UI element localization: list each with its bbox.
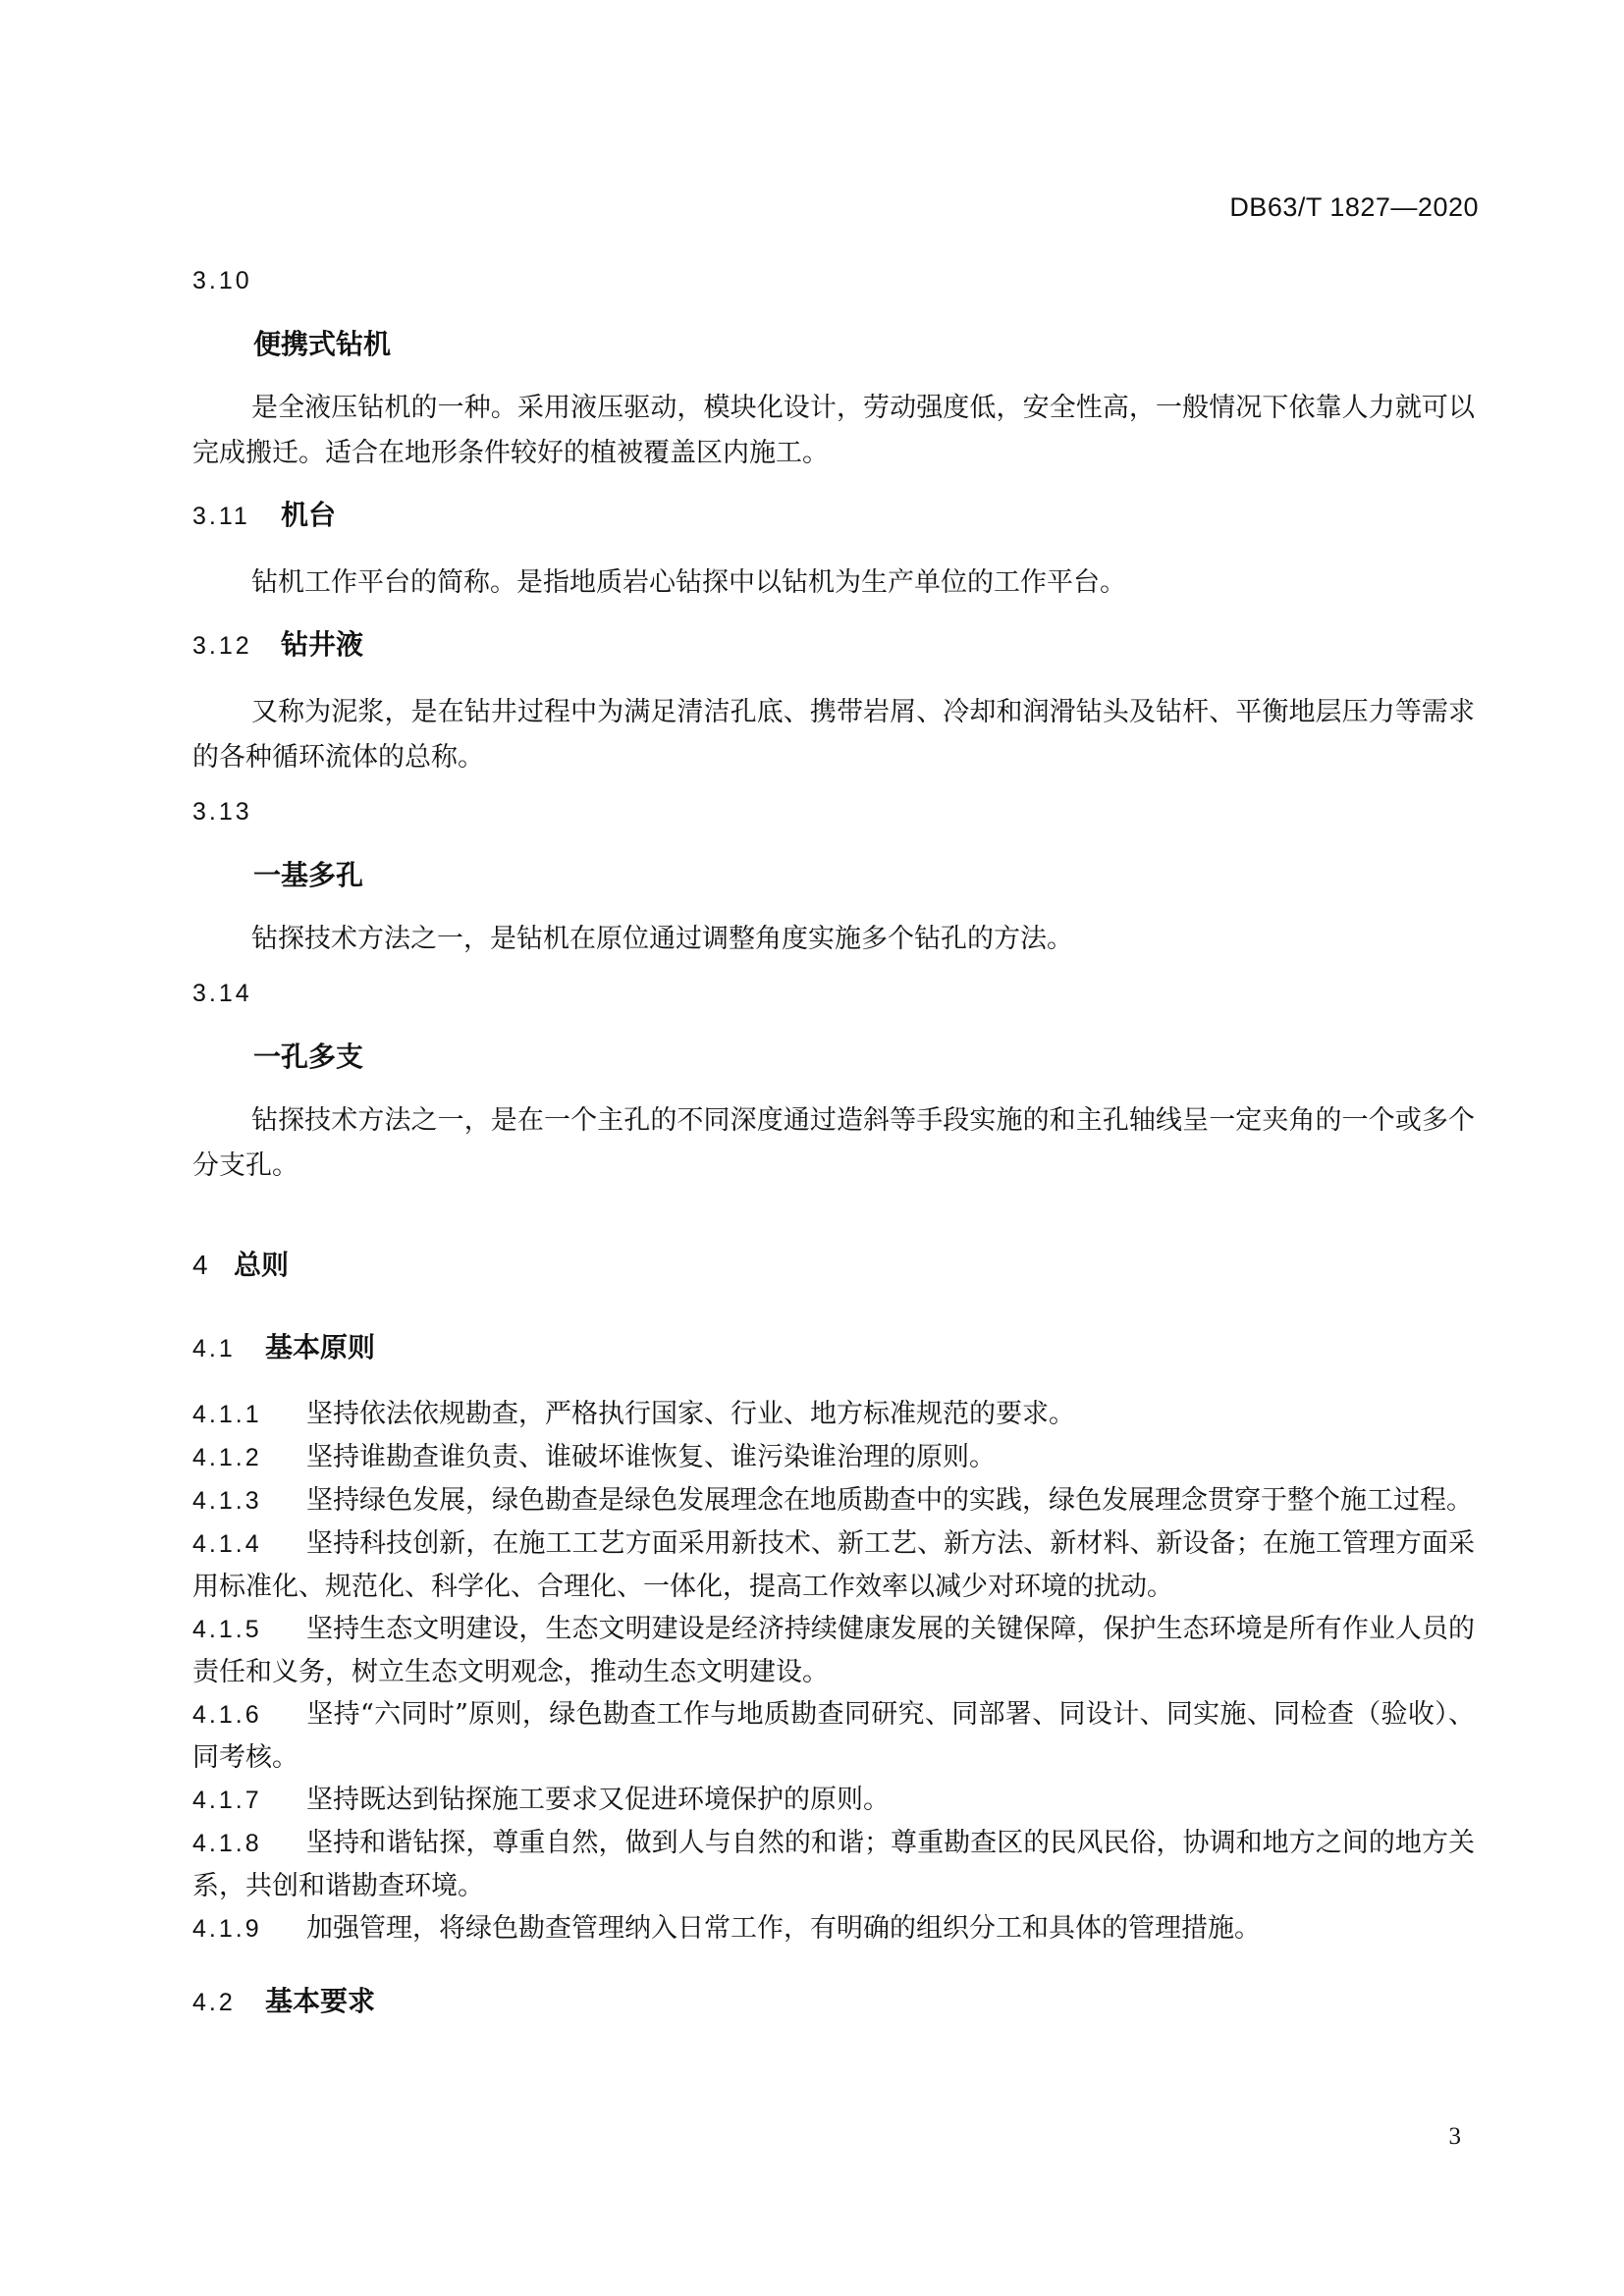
term-definition: 钻探技术方法之一，是在一个主孔的不同深度通过造斜等手段实施的和主孔轴线呈一定夹角的一个或多个分支孔。 bbox=[192, 1105, 1475, 1181]
section-heading bbox=[192, 1326, 1475, 1365]
section-title: 基本要求 bbox=[265, 1985, 376, 2017]
term-definition: 是全液压钻机的一种。采用液压驱动，模块化设计，劳动强度低，安全性高，一般情况下依靠人力就可以完成搬迁。适合在地形条件较好的植被覆盖区内施工。 bbox=[192, 393, 1475, 468]
term-heading bbox=[192, 494, 1475, 533]
clause-number: 4.1.5 bbox=[192, 1616, 262, 1643]
clause-number: 4.1.7 bbox=[192, 1787, 262, 1814]
clause-number: 4.1.2 bbox=[192, 1444, 262, 1471]
clause-text: 坚持生态文明建设，生态文明建设是经济持续健康发展的关键保障，保护生态环境是所有作业人员的责任和义务，树立生态文明观念，推动生态文明建设。 bbox=[192, 1614, 1475, 1687]
page-content bbox=[192, 263, 1475, 2047]
clause-number: 4.1.9 bbox=[192, 1915, 262, 1943]
clause-number: 4.1.8 bbox=[192, 1830, 262, 1857]
term-number: 3.12 bbox=[192, 632, 252, 660]
clause-number: 4.1.3 bbox=[192, 1487, 262, 1515]
clause bbox=[192, 1608, 1475, 1693]
term-definition: 钻机工作平台的简称。是指地质岩心钻探中以钻机为生产单位的工作平台。 bbox=[251, 567, 1126, 598]
clause-text: 坚持科技创新，在施工工艺方面采用新技术、新工艺、新方法、新材料、新设备；在施工管理方面采用标准化、规范化、科学化、合理化、一体化，提高工作效率以减少对环境的扰动。 bbox=[192, 1528, 1475, 1602]
clause-text: 坚持“六同时”原则，绿色勘查工作与地质勘查同研究、同部署、同设计、同实施、同检查（验收）、同考核。 bbox=[192, 1699, 1475, 1773]
section-number: 4.2 bbox=[192, 1989, 236, 2016]
clause-number: 4.1.1 bbox=[192, 1401, 262, 1428]
clause bbox=[192, 1822, 1475, 1907]
term-title: 钻井液 bbox=[281, 628, 364, 661]
term-title: 机台 bbox=[281, 499, 337, 531]
clause bbox=[192, 1779, 1475, 1822]
section-number: 4.1 bbox=[192, 1335, 236, 1362]
section-heading bbox=[192, 1980, 1475, 2019]
clause bbox=[192, 1907, 1475, 1950]
clause-number: 4.1.6 bbox=[192, 1701, 262, 1729]
term-title: 一孔多支 bbox=[253, 1041, 364, 1073]
term-title: 便携式钻机 bbox=[253, 328, 392, 360]
clause bbox=[192, 1693, 1475, 1779]
clause bbox=[192, 1479, 1475, 1522]
document-code: DB63/T 1827—2020 bbox=[1229, 192, 1479, 222]
clause-text: 坚持绿色发展，绿色勘查是绿色发展理念在地质勘查中的实践，绿色发展理念贯穿于整个施工过程。 bbox=[306, 1485, 1473, 1516]
term-number: 3.10 bbox=[192, 267, 252, 294]
chapter-heading bbox=[192, 1244, 1475, 1283]
term-number: 3.14 bbox=[192, 980, 252, 1007]
term-definition: 又称为泥浆，是在钻井过程中为满足清洁孔底、携带岩屑、冷却和润滑钻头及钻杆、平衡地层压力等需求的各种循环流体的总称。 bbox=[192, 697, 1475, 773]
chapter-title: 总则 bbox=[234, 1249, 290, 1281]
term-number: 3.13 bbox=[192, 798, 252, 826]
section-title: 基本原则 bbox=[265, 1331, 376, 1363]
chapter-number: 4 bbox=[192, 1250, 208, 1280]
clause bbox=[192, 1436, 1475, 1479]
clause-text: 加强管理，将绿色勘查管理纳入日常工作，有明确的组织分工和具体的管理措施。 bbox=[306, 1913, 1261, 1944]
clause-text: 坚持和谐钻探，尊重自然，做到人与自然的和谐；尊重勘查区的民风民俗，协调和地方之间的地方关系，共创和谐勘查环境。 bbox=[192, 1828, 1475, 1901]
clause-number: 4.1.4 bbox=[192, 1530, 262, 1558]
page-number: 3 bbox=[1448, 2123, 1461, 2150]
clause-text: 坚持既达到钻探施工要求又促进环境保护的原则。 bbox=[306, 1785, 890, 1815]
clause bbox=[192, 1393, 1475, 1436]
clause-text: 坚持依法依规勘查，严格执行国家、行业、地方标准规范的要求。 bbox=[306, 1399, 1075, 1429]
term-heading bbox=[192, 623, 1475, 663]
term-title: 一基多孔 bbox=[253, 859, 364, 891]
term-definition: 钻探技术方法之一，是钻机在原位通过调整角度实施多个钻孔的方法。 bbox=[251, 924, 1073, 954]
term-number: 3.11 bbox=[192, 503, 250, 530]
clause-text: 坚持谁勘查谁负责、谁破坏谁恢复、谁污染谁治理的原则。 bbox=[306, 1442, 996, 1472]
clause bbox=[192, 1522, 1475, 1608]
